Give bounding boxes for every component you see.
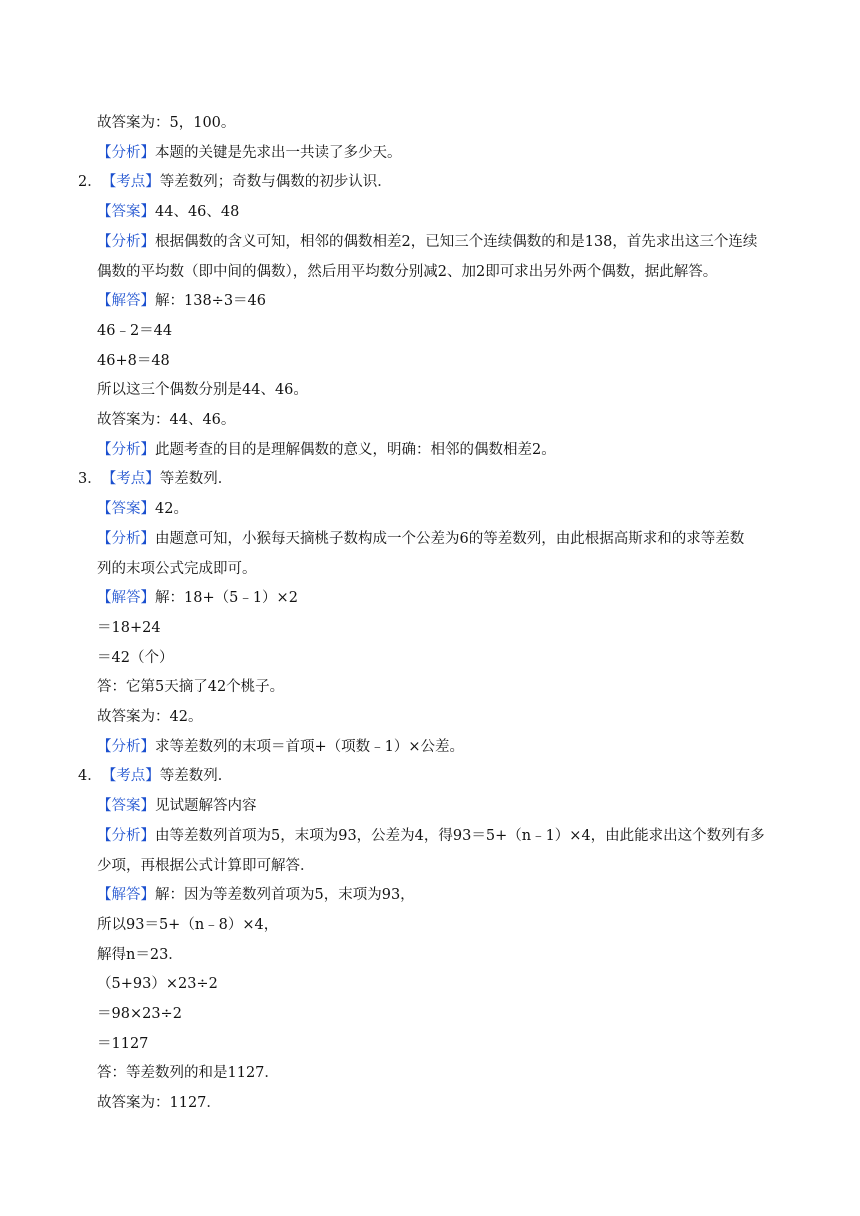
line-text: 此题考查的目的是理解偶数的意义，明确：相邻的偶数相差2。: [155, 442, 556, 458]
text-line: [97, 945, 183, 965]
section-tag: 【解答】: [97, 590, 155, 606]
text-line: [78, 766, 232, 786]
question-number: 4．: [78, 768, 102, 784]
text-line: [97, 291, 266, 311]
line-text: 偶数的平均数（即中间的偶数），然后用平均数分别减2、加2即可求出另外两个偶数，据此解答。: [97, 264, 718, 280]
line-text: 42。: [155, 501, 188, 517]
line-text: 本题的关键是先求出一共读了多少天。: [155, 145, 402, 161]
text-line: [97, 796, 257, 816]
line-text: 见试题解答内容: [155, 798, 257, 814]
text-line: [97, 677, 284, 697]
text-line: [97, 143, 402, 163]
line-text: ＝1127: [97, 1036, 149, 1052]
line-text: 解：138÷3＝46: [155, 293, 267, 309]
line-text: 等差数列．: [159, 471, 233, 487]
line-text: 44、46、48: [155, 204, 240, 220]
text-line: [97, 499, 188, 519]
text-line: [97, 559, 257, 579]
text-line: [97, 915, 278, 935]
text-line: [97, 529, 744, 549]
line-text: 答：等差数列的和是1127．: [97, 1065, 279, 1081]
section-tag: 【答案】: [97, 204, 155, 220]
line-text: 由题意可知，小猴每天摘桃子数构成一个公差为6的等差数列，由此根据高斯求和的求等差数: [155, 531, 745, 547]
text-line: [97, 826, 765, 846]
text-line: [97, 856, 315, 876]
line-text: 等差数列．: [159, 768, 233, 784]
line-text: 求等差数列的末项＝首项+（项数﹣1）×公差。: [155, 739, 465, 755]
text-line: [78, 469, 232, 489]
text-line: [97, 588, 298, 608]
line-text: 解：因为等差数列首项为5，末项为93，: [155, 887, 415, 903]
text-line: [97, 202, 239, 222]
text-line: [97, 1063, 279, 1083]
text-line: [97, 380, 308, 400]
text-line: [97, 707, 202, 727]
line-text: 列的末项公式完成即可。: [97, 561, 257, 577]
line-text: 由等差数列首项为5，末项为93，公差为4，得93＝5+（n﹣1）×4，由此能求出这个数列有多: [155, 828, 765, 844]
line-text: 解：18+（5﹣1）×2: [155, 590, 298, 606]
line-text: 所以这三个偶数分别是44、46。: [97, 382, 308, 398]
section-tag: 【答案】: [97, 798, 155, 814]
section-tag: 【分析】: [97, 739, 155, 755]
line-text: 少项，再根据公式计算即可解答．: [97, 858, 315, 874]
question-number: 3．: [78, 471, 102, 487]
line-text: （5+93）×23÷2: [97, 976, 218, 992]
section-tag: 【分析】: [97, 531, 155, 547]
text-line: [78, 172, 392, 192]
text-line: [97, 1093, 221, 1113]
text-line: [97, 351, 170, 371]
section-tag: 【分析】: [97, 234, 155, 250]
section-tag: 【考点】: [101, 471, 160, 487]
text-line: [97, 232, 757, 252]
line-text: 所以93＝5+（n﹣8）×4，: [97, 917, 279, 933]
text-line: [97, 113, 235, 133]
section-tag: 【答案】: [97, 501, 155, 517]
text-line: [97, 262, 717, 282]
line-text: ＝98×23÷2: [97, 1006, 182, 1022]
line-text: 解得n＝23．: [97, 947, 183, 963]
text-line: [97, 1004, 182, 1024]
line-text: 答：它第5天摘了42个桃子。: [97, 679, 285, 695]
text-line: [97, 648, 173, 668]
line-text: 等差数列；奇数与偶数的初步认识．: [159, 174, 392, 190]
text-line: [97, 440, 556, 460]
section-tag: 【分析】: [97, 442, 155, 458]
line-text: 根据偶数的含义可知，相邻的偶数相差2，已知三个连续偶数的和是138，首先求出这三个连续: [155, 234, 758, 250]
text-line: [97, 410, 235, 430]
section-tag: 【考点】: [101, 174, 160, 190]
text-line: [97, 1034, 148, 1054]
text-line: [97, 974, 218, 994]
section-tag: 【解答】: [97, 887, 155, 903]
text-line: [97, 885, 415, 905]
text-line: [97, 737, 464, 757]
line-text: ＝42（个）: [97, 650, 174, 666]
line-text: 46﹣2＝44: [97, 323, 173, 339]
line-text: 故答案为：42。: [97, 709, 203, 725]
line-text: 46+8＝48: [97, 353, 170, 369]
line-text: 故答案为：1127．: [97, 1095, 221, 1111]
question-number: 2．: [78, 174, 102, 190]
section-tag: 【考点】: [101, 768, 160, 784]
text-line: [97, 321, 172, 341]
text-line: [97, 618, 161, 638]
line-text: 故答案为：5，100。: [97, 115, 236, 131]
section-tag: 【解答】: [97, 293, 155, 309]
section-tag: 【分析】: [97, 145, 155, 161]
section-tag: 【分析】: [97, 828, 155, 844]
line-text: ＝18+24: [97, 620, 161, 636]
line-text: 故答案为：44、46。: [97, 412, 236, 428]
